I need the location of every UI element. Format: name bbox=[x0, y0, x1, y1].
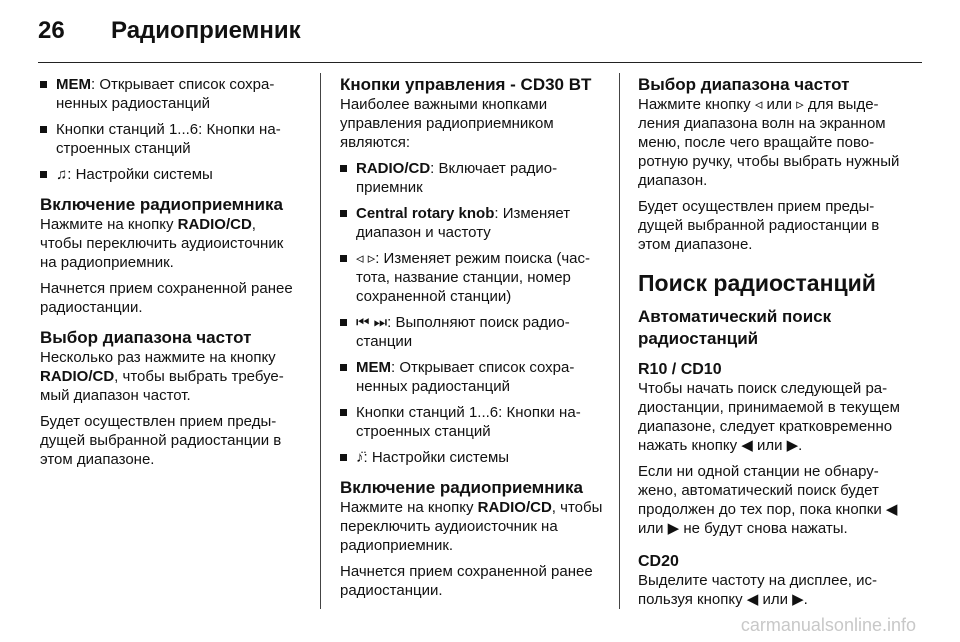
list-item: MEM: Открывает список сохраненных радиостанций bbox=[340, 358, 604, 396]
column-divider-1 bbox=[320, 73, 321, 609]
model-heading: CD20 bbox=[638, 553, 679, 570]
bullet-icon bbox=[40, 126, 47, 133]
list-item: RADIO/CD: Включает радиоприемник bbox=[340, 159, 604, 197]
column-1 bbox=[40, 75, 302, 476]
bullet-icon bbox=[340, 454, 347, 461]
paragraph: Чтобы начать поиск следующей радиостанции, принимаемой в текущем диапазоне, следует кратковременно нажать кнопку ◀ или ▶. bbox=[638, 380, 900, 454]
bullet-icon bbox=[340, 409, 347, 416]
section-heading: Выбор диапазона частот bbox=[40, 328, 252, 347]
column-divider-2 bbox=[619, 73, 620, 609]
paragraph: Выделите частоту на дисплее, используя кнопку ◀ или ▶. bbox=[638, 572, 878, 608]
model-heading: R10 / CD10 bbox=[638, 361, 722, 378]
bullet-icon bbox=[340, 165, 347, 172]
list-item: ♫: Настройки системы bbox=[40, 165, 302, 184]
paragraph: Нажмите на кнопку RADIO/CD, чтобы переключить аудиоисточник на радиоприемник. bbox=[40, 216, 284, 271]
watermark: carmanualsonline.info bbox=[740, 615, 916, 635]
paragraph: Нажмите кнопку ◃ или ▹ для выделения диапазона волн на экранном меню, после чего вращайте поворотную ручку, чтобы выбрать нужный диапазон. bbox=[638, 96, 900, 189]
section-heading: Выбор диапазона частот bbox=[638, 75, 850, 94]
page-title: Радиоприемник bbox=[111, 17, 301, 44]
paragraph: Наиболее важными кнопками управления радиоприемником являются: bbox=[340, 96, 554, 151]
section-heading: Кнопки управления - CD30 BT bbox=[340, 75, 592, 94]
bullet-icon bbox=[40, 81, 47, 88]
paragraph: Начнется прием сохраненной ранее радиостанции. bbox=[40, 280, 293, 316]
paragraph: Несколько раз нажмите на кнопку RADIO/CD, чтобы выбрать требуемый диапазон частот. bbox=[40, 349, 284, 404]
bullet-icon bbox=[340, 319, 347, 326]
bullet-icon bbox=[340, 210, 347, 217]
list-item: ⏮ ⏭: Выполняют поиск радиостанции bbox=[340, 313, 604, 351]
page-number: 26 bbox=[38, 17, 65, 44]
column-2 bbox=[340, 75, 604, 607]
paragraph: Нажмите на кнопку RADIO/CD, чтобы переключить аудиоисточник на радиоприемник. bbox=[340, 499, 603, 554]
list-item: Central rotary knob: Изменяет диапазон и частоту bbox=[340, 204, 604, 242]
section-heading: Включение радиоприемника bbox=[40, 195, 283, 214]
bullet-icon bbox=[340, 364, 347, 371]
bullet-icon bbox=[40, 171, 47, 178]
header-divider bbox=[38, 62, 922, 63]
paragraph: Будет осуществлен прием предыдущей выбранной радиостанции в этом диапазоне. bbox=[638, 198, 880, 253]
list-item: ◃ ▹: Изменяет режим поиска (частота, название станции, номер сохраненной станции) bbox=[340, 249, 604, 306]
list-item: ♪̈: Настройки системы bbox=[340, 448, 604, 467]
page-header bbox=[0, 0, 960, 62]
paragraph: Будет осуществлен прием предыдущей выбранной радиостанции в этом диапазоне. bbox=[40, 413, 282, 468]
paragraph: Начнется прием сохраненной ранее радиостанции. bbox=[340, 563, 593, 599]
list-item: Кнопки станций 1...6: Кнопки настроенных станций bbox=[40, 120, 302, 158]
bullet-icon bbox=[340, 255, 347, 262]
paragraph: Если ни одной станции не обнаружено, автоматический поиск будет продолжен до тех пор, пока кнопки ◀ или ▶ не будут снова нажаты. bbox=[638, 463, 898, 537]
list-item: Кнопки станций 1...6: Кнопки настроенных станций bbox=[340, 403, 604, 441]
main-heading: Поиск радиостанций bbox=[638, 270, 876, 296]
section-heading: Включение радиоприемника bbox=[340, 478, 583, 497]
list-item: MEM: Открывает список сохраненных радиостанций bbox=[40, 75, 302, 113]
music-note-icon: ♫ bbox=[56, 166, 68, 183]
column-3 bbox=[638, 75, 910, 616]
sub-heading: Автоматический поиск радиостанций bbox=[638, 307, 832, 348]
